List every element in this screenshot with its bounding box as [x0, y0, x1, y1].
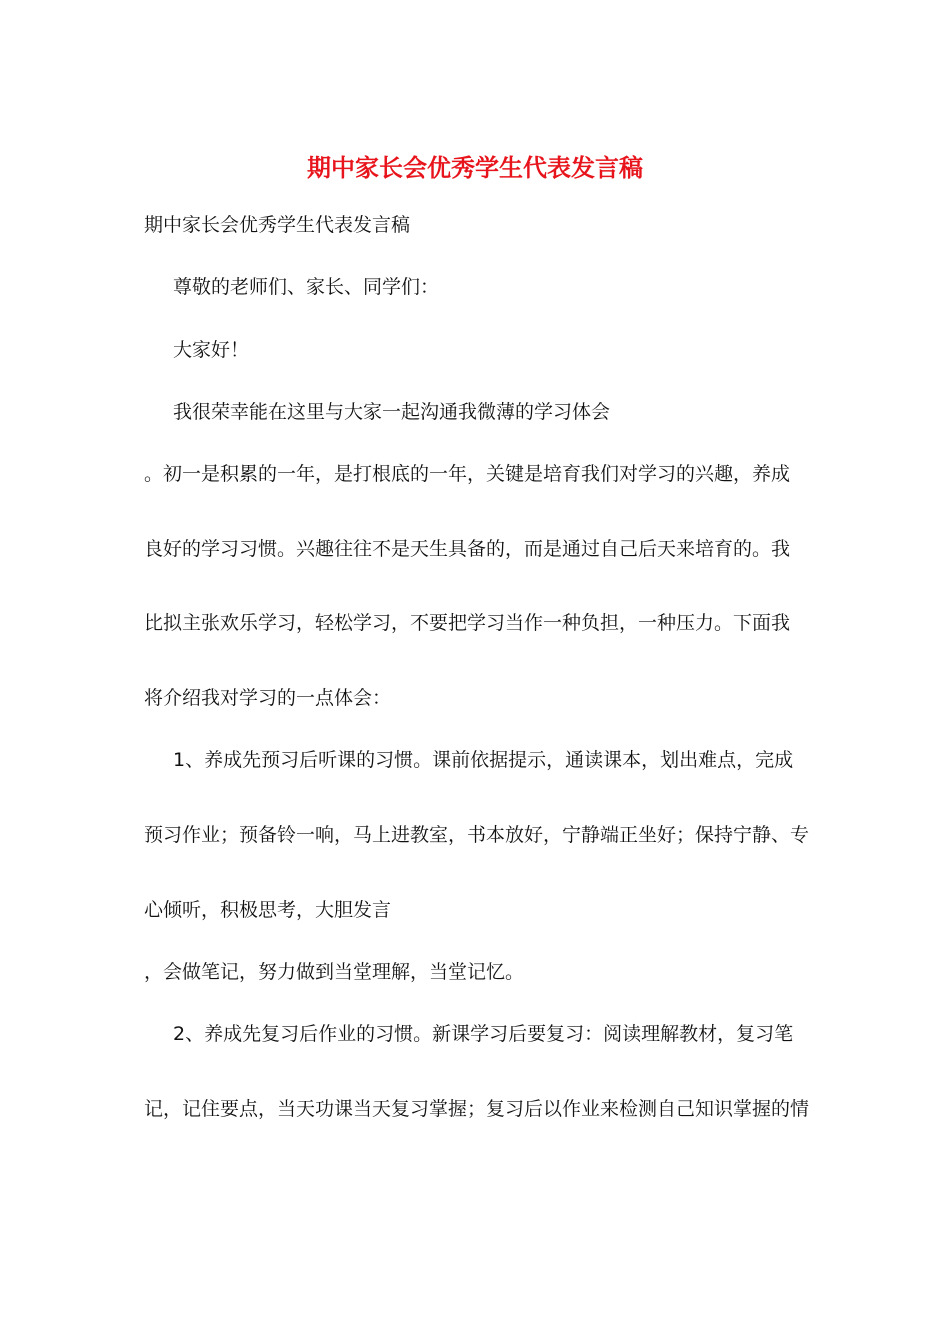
paragraph-line: ，会做笔记，努力做到当堂理解，当堂记忆。	[144, 961, 525, 983]
paragraph-line: 预习作业；预备铃一响，马上进教室，书本放好，宁静端正坐好；保持宁静、专	[144, 824, 810, 846]
greeting-line: 尊敬的老师们、家长、同学们：	[173, 276, 440, 298]
hello-line: 大家好！	[173, 339, 250, 361]
paragraph-line: 我很荣幸能在这里与大家一起沟通我微薄的学习体会	[173, 401, 611, 423]
paragraph-line: 比拟主张欢乐学习，轻松学习，不要把学习当作一种负担，一种压力。下面我	[144, 612, 791, 634]
paragraph-line: 记，记住要点，当天功课当天复习掌握；复习后以作业来检测自己知识掌握的情	[144, 1098, 810, 1120]
paragraph-line: 心倾听，积极思考，大胆发言	[144, 899, 392, 921]
subtitle-line: 期中家长会优秀学生代表发言稿	[144, 214, 411, 236]
paragraph-line: 良好的学习习惯。兴趣往往不是天生具备的，而是通过自己后天来培育的。我	[144, 538, 791, 560]
paragraph-line: 1、养成先预习后听课的习惯。课前依据提示，通读课本，划出难点，完成	[173, 749, 794, 771]
paragraph-line: 2、养成先复习后作业的习惯。新课学习后要复习：阅读理解教材，复习笔	[173, 1023, 794, 1045]
paragraph-line: 将介绍我对学习的一点体会：	[144, 687, 392, 709]
document-title: 期中家长会优秀学生代表发言稿	[307, 153, 643, 182]
paragraph-line: 。初一是积累的一年，是打根底的一年，关键是培育我们对学习的兴趣，养成	[144, 463, 791, 485]
